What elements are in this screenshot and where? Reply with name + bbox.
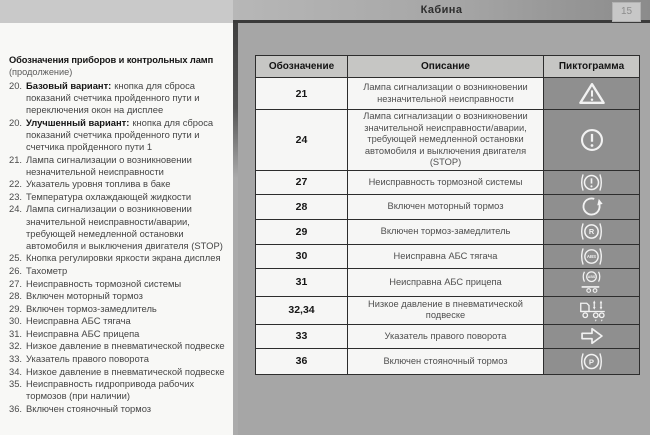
column-header-description: Описание (348, 56, 544, 77)
list-item (9, 403, 229, 415)
description-cell: Включен тормоз-замедлитель (348, 220, 544, 244)
item-text: Включен тормоз-замедлитель (26, 302, 157, 314)
list-item (9, 278, 229, 290)
pictogram-cell (544, 325, 639, 348)
table-row (256, 171, 639, 195)
item-number: 35. (9, 378, 23, 390)
item-text: Низкое давление в пневматической подвеске (26, 365, 225, 377)
description-cell: Включен моторный тормоз (348, 195, 544, 219)
designation-cell: 30 (256, 245, 348, 268)
list-item (9, 80, 229, 116)
parking-brake-icon (578, 351, 605, 372)
list-item (9, 117, 229, 153)
item-lead: Улучшенный вариант: (26, 116, 130, 128)
abs-icon (578, 246, 605, 267)
table-row (256, 220, 639, 245)
designation-cell: 36 (256, 349, 348, 374)
indicator-table (255, 55, 640, 375)
list-item (9, 154, 229, 178)
item-number: 22. (9, 178, 23, 190)
item-number: 30. (9, 315, 23, 327)
item-text: кнопка для сброса показаний счетчика пройденного пути и переключения окон на дисплее (26, 80, 200, 116)
abs-trailer-icon (578, 270, 605, 294)
item-text: Неисправность гидропривода рабочих тормозов (при наличии) (26, 378, 195, 402)
item-number: 36. (9, 402, 23, 414)
item-number: 25. (9, 252, 23, 264)
designation-cell: 21 (256, 78, 348, 109)
pictogram-cell (544, 78, 639, 109)
list-item (9, 290, 229, 302)
pictogram-cell (544, 220, 639, 244)
item-text: Неисправна АБС прицепа (26, 327, 140, 339)
designation-cell: 31 (256, 269, 348, 296)
item-number: 20. (9, 116, 23, 128)
item-text: Лампа сигнализации о возникновении незначительной неисправности (26, 153, 192, 177)
item-number: 34. (9, 365, 23, 377)
list-item (9, 340, 229, 352)
table-header-row (256, 56, 639, 78)
item-text: Кнопка регулировки яркости экрана дисплея (26, 252, 221, 264)
list-item (9, 203, 229, 251)
list-item (9, 378, 229, 402)
designation-cell: 32,34 (256, 297, 348, 324)
description-cell: Неисправна АБС прицепа (348, 269, 544, 296)
item-number: 28. (9, 290, 23, 302)
brake-warning-icon (578, 172, 605, 193)
item-lead: Базовый вариант: (26, 80, 112, 91)
item-text: Указатель правого поворота (26, 353, 149, 365)
designation-cell: 33 (256, 325, 348, 348)
header-band (233, 0, 650, 23)
table-row (256, 195, 639, 220)
table-row (256, 269, 639, 297)
column-header-designation: Обозначение (256, 56, 348, 77)
item-number: 27. (9, 277, 23, 289)
designation-cell: 27 (256, 171, 348, 194)
engine-brake-icon (580, 195, 603, 218)
legend-heading: Обозначения приборов и контрольных ламп (9, 55, 214, 65)
air-suspension-icon (577, 298, 607, 322)
legend-panel (0, 23, 233, 435)
list-item (9, 366, 229, 378)
list-item (9, 178, 229, 190)
table-row (256, 110, 639, 171)
list-item (9, 252, 229, 264)
description-cell: Неисправна АБС тягача (348, 245, 544, 268)
right-turn-arrow-icon (579, 326, 605, 346)
table-row (256, 349, 639, 374)
page-number: 15 (612, 2, 641, 22)
svg-text:ABS: ABS (587, 275, 596, 280)
pictogram-cell (544, 297, 639, 324)
item-number: 20. (9, 80, 23, 91)
list-item (9, 265, 229, 277)
item-number: 21. (9, 153, 23, 165)
designation-cell: 28 (256, 195, 348, 219)
pictogram-cell (544, 110, 639, 170)
pictogram-cell (544, 349, 639, 374)
item-number: 26. (9, 264, 23, 276)
table-row (256, 297, 639, 325)
legend-subheading: (продолжение) (9, 67, 73, 77)
svg-text:P: P (588, 357, 595, 367)
list-item (9, 303, 229, 315)
table-row (256, 78, 639, 110)
item-text: Неисправна АБС тягача (26, 315, 131, 327)
item-text: кнопка для сброса показаний счетчика пройденного пути и счетчика пройденного пути 1 (26, 116, 214, 152)
item-text: Включен стояночный тормоз (26, 402, 152, 414)
item-number: 29. (9, 302, 23, 314)
description-cell: Лампа сигнализации о возникновении значительной неисправности/аварии, требующей немедленной остановки автомобиля и выключения двигателя (STOP) (348, 110, 544, 170)
item-text: Лампа сигнализации о возникновении значительной неисправности/аварии, требующей немедленной остановки автомобиля и выключения двигателя (STOP) (26, 203, 223, 251)
description-cell: Лампа сигнализации о возникновении незначительной неисправности (348, 78, 544, 109)
item-text: Указатель уровня топлива в баке (26, 178, 171, 190)
retarder-icon (578, 221, 605, 242)
list-item (9, 353, 229, 365)
list-item (9, 191, 229, 203)
column-header-pictogram: Пиктограмма (544, 56, 639, 77)
table-row (256, 245, 639, 269)
svg-text:ABS: ABS (586, 254, 597, 260)
warning-triangle-icon (578, 81, 606, 106)
pictogram-cell (544, 245, 639, 268)
item-text: Тахометр (26, 264, 68, 276)
item-text: Включен моторный тормоз (26, 290, 143, 302)
list-item (9, 315, 229, 327)
item-text: Неисправность тормозной системы (26, 277, 182, 289)
item-number: 32. (9, 340, 23, 352)
pictogram-cell (544, 171, 639, 194)
designation-cell: 24 (256, 110, 348, 170)
description-cell: Низкое давление в пневматической подвеске (348, 297, 544, 324)
list-item (9, 328, 229, 340)
description-cell: Включен стояночный тормоз (348, 349, 544, 374)
item-number: 31. (9, 327, 23, 339)
designation-cell: 29 (256, 220, 348, 244)
description-cell: Указатель правого поворота (348, 325, 544, 348)
pictogram-cell (544, 195, 639, 219)
item-number: 23. (9, 190, 23, 202)
svg-text:R: R (588, 227, 595, 237)
table-row (256, 325, 639, 349)
content-panel (238, 23, 650, 435)
header-band-left (0, 0, 233, 24)
description-cell: Неисправность тормозной системы (348, 171, 544, 194)
item-text: Низкое давление в пневматической подвеске (26, 340, 225, 352)
page-title: Кабина (420, 4, 463, 16)
item-number: 33. (9, 353, 23, 365)
exclamation-circle-icon (579, 127, 605, 153)
item-number: 24. (9, 203, 23, 215)
pictogram-cell (544, 269, 639, 296)
item-text: Температура охлаждающей жидкости (26, 190, 192, 202)
